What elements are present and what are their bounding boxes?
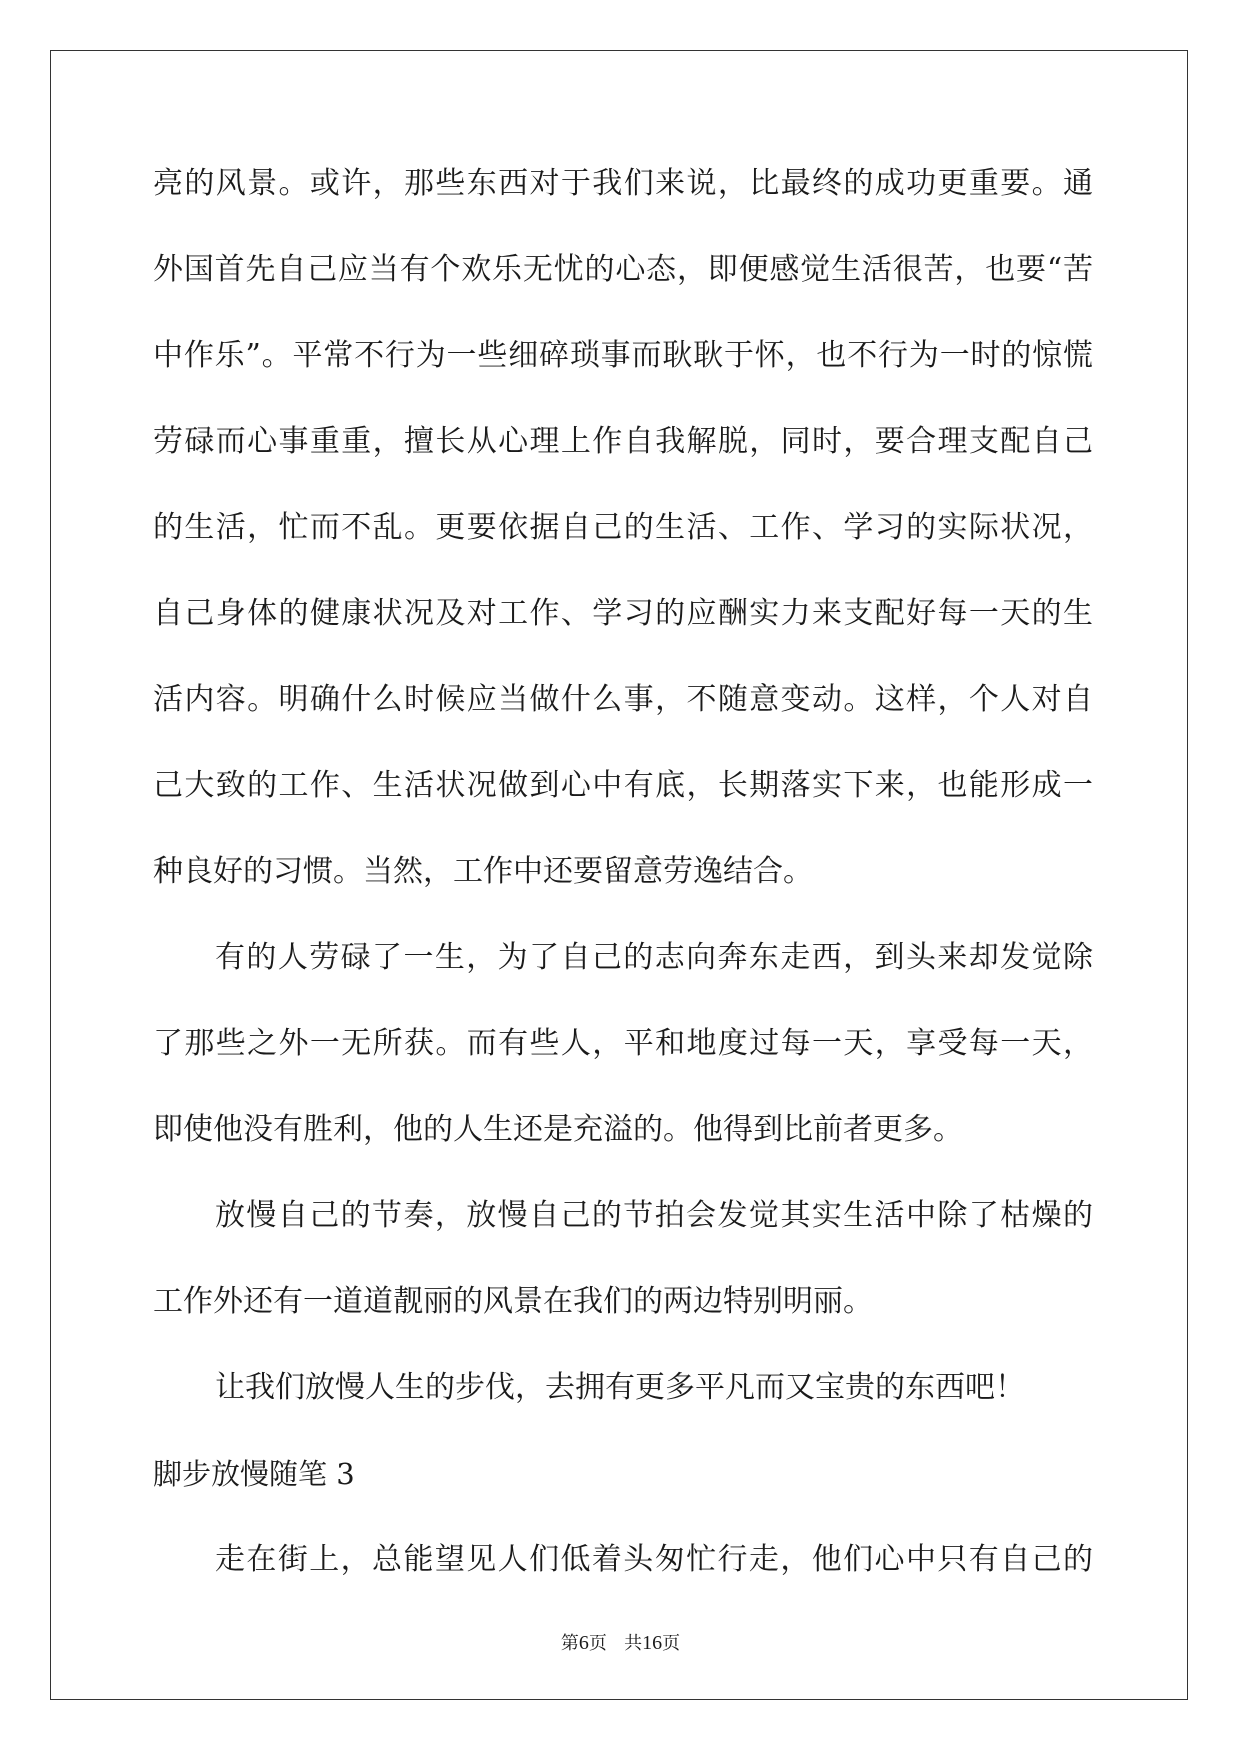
footer-page-prefix: 第: [560, 1633, 579, 1654]
text-line: 活内容。明确什么时候应当做什么事，不随意变动。这样，个人对自: [153, 682, 1093, 717]
paragraph-first-line: 让我们放慢人生的步伐，去拥有更多平凡而又宝贵的东西吧！: [215, 1370, 1025, 1405]
text-line: 己大致的工作、生活状况做到心中有底，长期落实下来，也能形成一: [153, 768, 1093, 803]
page-footer: [0, 1631, 1241, 1656]
footer-page-suffix: 页: [662, 1633, 681, 1654]
footer-page-total: 16: [642, 1632, 663, 1654]
text-line: 亮的风景。或许，那些东西对于我们来说，比最终的成功更重要。通: [153, 166, 1093, 201]
paragraph-first-line: 走在街上，总能望见人们低着头匆忙行走，他们心中只有自己的: [215, 1542, 1093, 1577]
text-line: 工作外还有一道道靓丽的风景在我们的两边特别明丽。: [153, 1284, 873, 1319]
document-body: [153, 162, 1093, 1624]
text-line: 外国首先自己应当有个欢乐无忧的心态，即便感觉生活很苦，也要“苦: [153, 252, 1093, 287]
footer-page-current: 6: [578, 1632, 589, 1654]
text-line: 即使他没有胜利，他的人生还是充溢的。他得到比前者更多。: [153, 1112, 963, 1147]
paragraph-first-line: 放慢自己的节奏，放慢自己的节拍会发觉其实生活中除了枯燥的: [215, 1198, 1093, 1233]
section-heading: 脚步放慢随笔 3: [153, 1457, 355, 1491]
text-line: 种良好的习惯。当然，工作中还要留意劳逸结合。: [153, 854, 813, 889]
footer-page-mid: 页 共: [588, 1633, 643, 1654]
paragraph-first-line: 有的人劳碌了一生，为了自己的志向奔东走西，到头来却发觉除: [215, 940, 1093, 975]
text-line: 劳碌而心事重重，擅长从心理上作自我解脱，同时，要合理支配自己: [153, 424, 1093, 459]
text-line: 的生活，忙而不乱。更要依据自己的生活、工作、学习的实际状况，: [153, 510, 1093, 545]
text-line: 中作乐”。平常不行为一些细碎琐事而耿耿于怀，也不行为一时的惊慌: [153, 338, 1093, 373]
text-line: 自己身体的健康状况及对工作、学习的应酬实力来支配好每一天的生: [153, 596, 1093, 631]
text-line: 了那些之外一无所获。而有些人，平和地度过每一天，享受每一天，: [153, 1026, 1093, 1061]
